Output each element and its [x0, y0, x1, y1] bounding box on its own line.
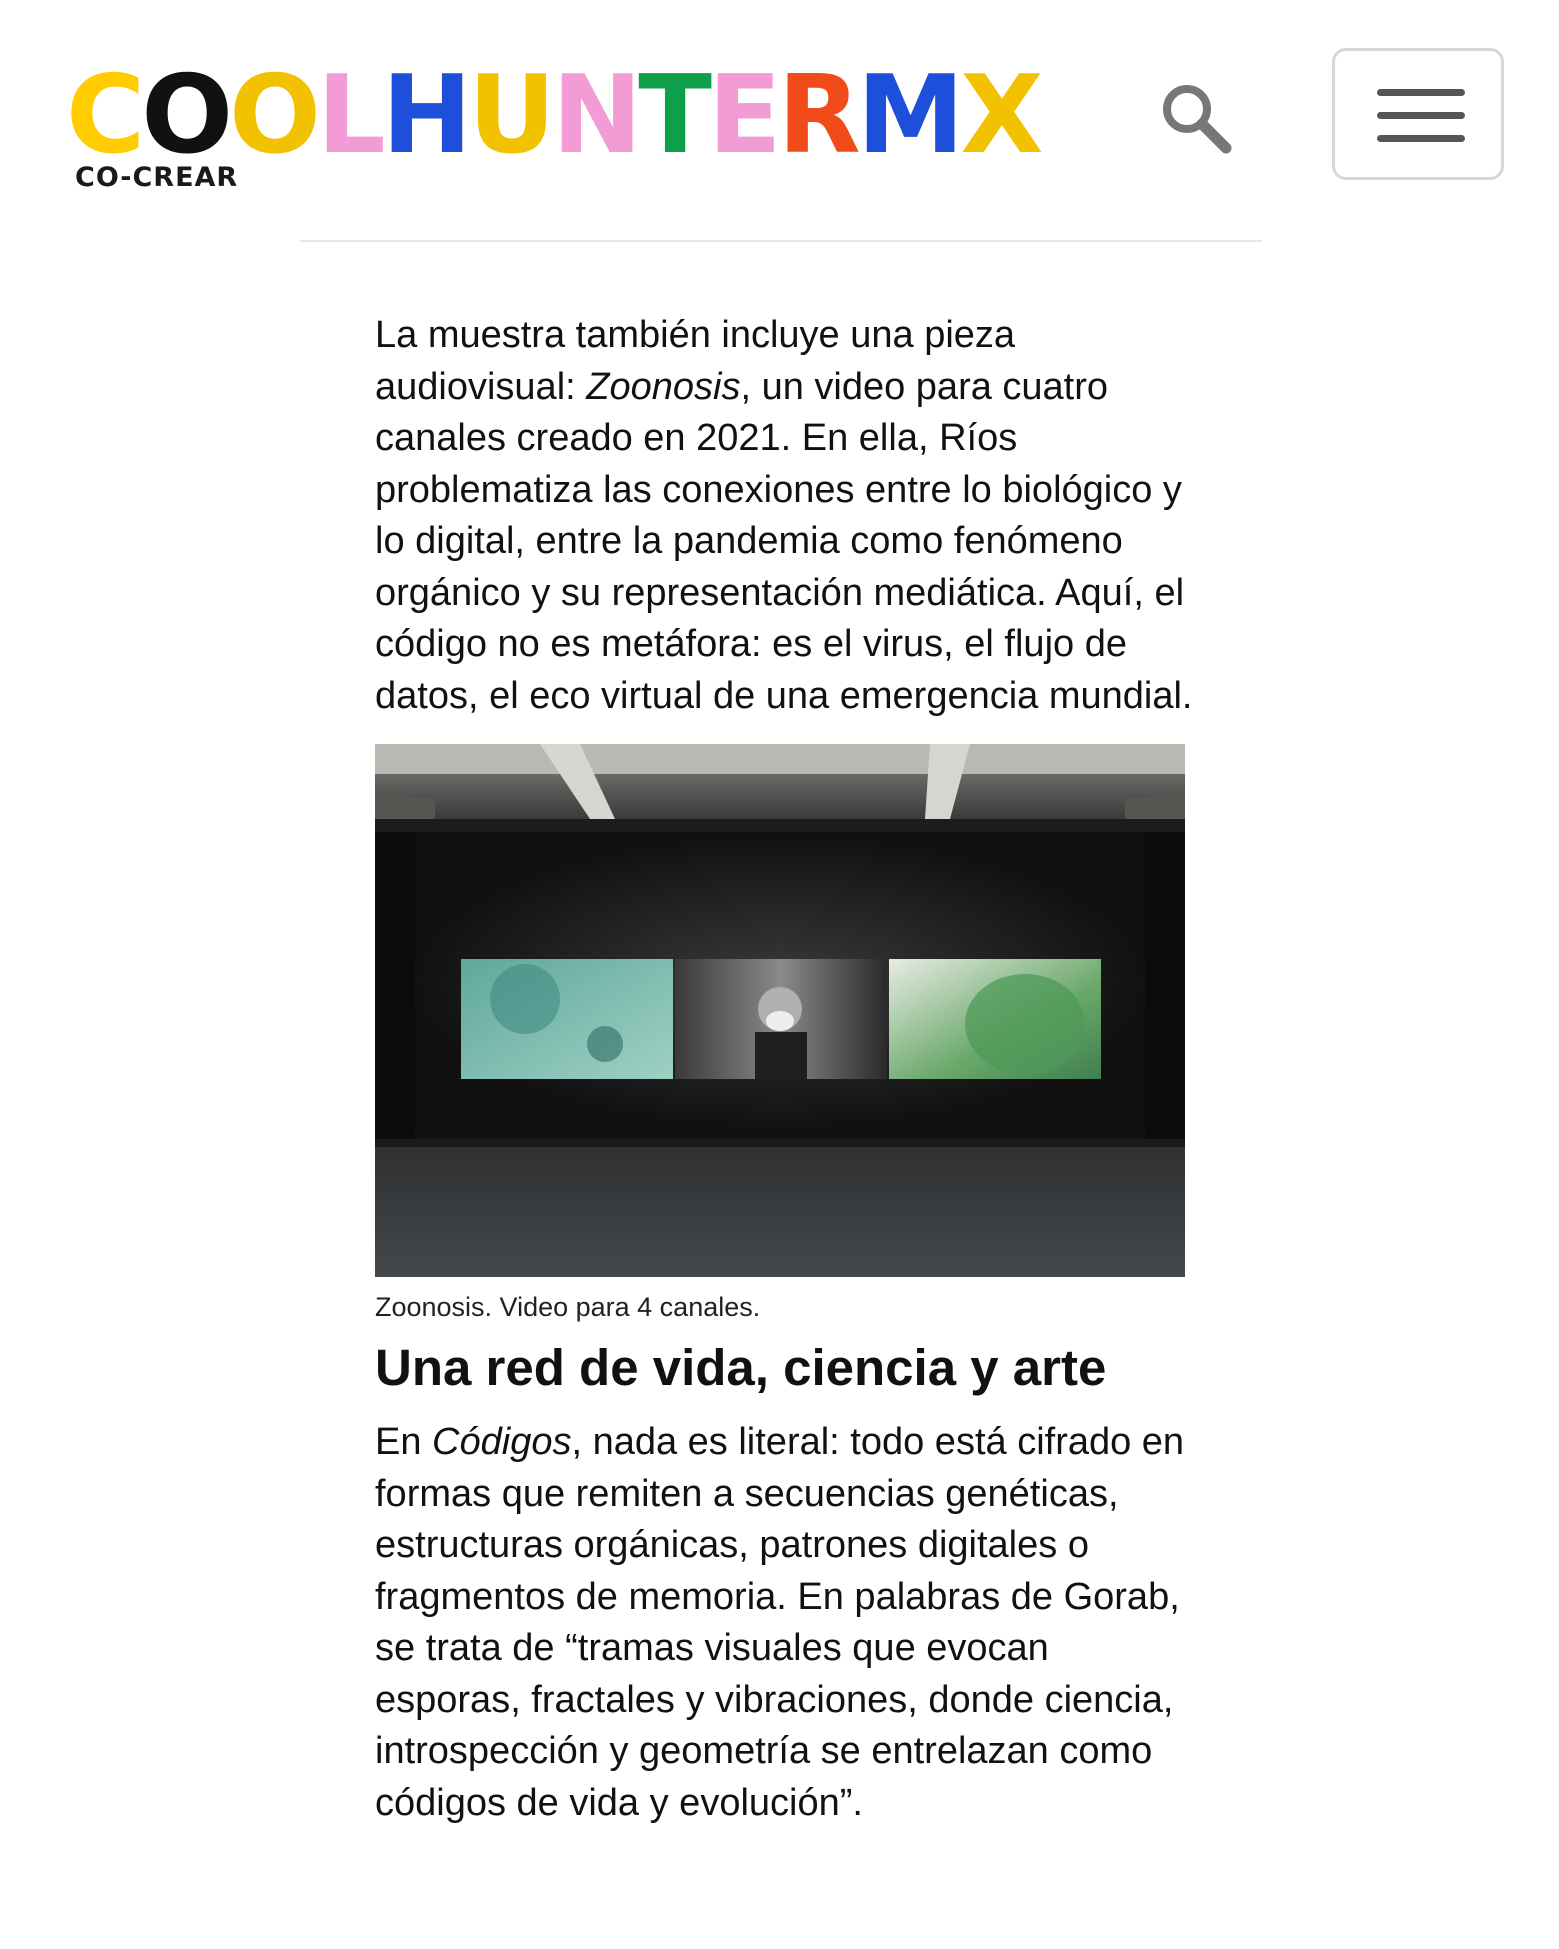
logo-letter: L — [316, 53, 382, 178]
paragraph-text: , nada es literal: todo está cifrado en formas que remiten a secuencias genéticas, estructuras orgánicas, patrones digitales o fragmentos de memoria. En palabras de Gorab, se trata de “tramas visuales que evocan esporas, fractales y vibraciones, donde ciencia, introspección y geometría se entrelazan como códigos de vida y evolución”. — [375, 1421, 1185, 1824]
logo-letter: C — [66, 53, 142, 178]
logo-letter: E — [707, 53, 778, 178]
logo-letter: X — [960, 53, 1040, 178]
menu-button[interactable] — [1332, 48, 1504, 180]
article-paragraph — [375, 310, 1195, 722]
gallery-installation-photo[interactable] — [375, 744, 1185, 1277]
logo-letter: M — [856, 53, 961, 178]
menu-bar — [1377, 135, 1465, 142]
search-button[interactable] — [1156, 78, 1236, 158]
paragraph-text: La muestra también incluye una pieza audiovisual: — [375, 314, 1016, 408]
menu-bar — [1377, 112, 1465, 119]
section-heading: Una red de vida, ciencia y arte — [375, 1339, 1107, 1396]
logo-letter: O — [141, 53, 230, 178]
logo-letter: U — [468, 53, 552, 178]
logo-letter: T — [638, 53, 708, 178]
article-body — [375, 310, 1195, 1829]
article-paragraph — [375, 1417, 1195, 1829]
logo-letter: H — [381, 53, 469, 178]
artwork-title: Zoonosis — [586, 365, 741, 408]
logo-letter: O — [229, 53, 317, 178]
search-icon — [1156, 78, 1236, 158]
logo-letter: N — [551, 53, 639, 178]
exhibition-title: Códigos — [432, 1421, 572, 1463]
logo-letter: R — [777, 53, 857, 178]
paragraph-text: , un video para cuatro canales creado en 2021. En ella, Ríos problematiza las conexiones entre lo biológico y lo digital, entre la pandemia como fenómeno orgánico y su representación mediática. Aquí, el código no es metáfora: es el virus, el flujo de datos, el eco virtual de una emergencia mundial. — [375, 365, 1193, 717]
header-divider — [300, 240, 1262, 242]
paragraph-text: En — [375, 1421, 433, 1463]
logo-subtitle: CO-CREAR — [75, 162, 239, 193]
menu-bar — [1377, 89, 1465, 96]
figure-caption: Zoonosis. Video para 4 canales. — [375, 1292, 761, 1322]
article-figure — [375, 744, 1185, 1325]
site-header — [0, 0, 1559, 240]
site-logo[interactable] — [66, 53, 1040, 193]
